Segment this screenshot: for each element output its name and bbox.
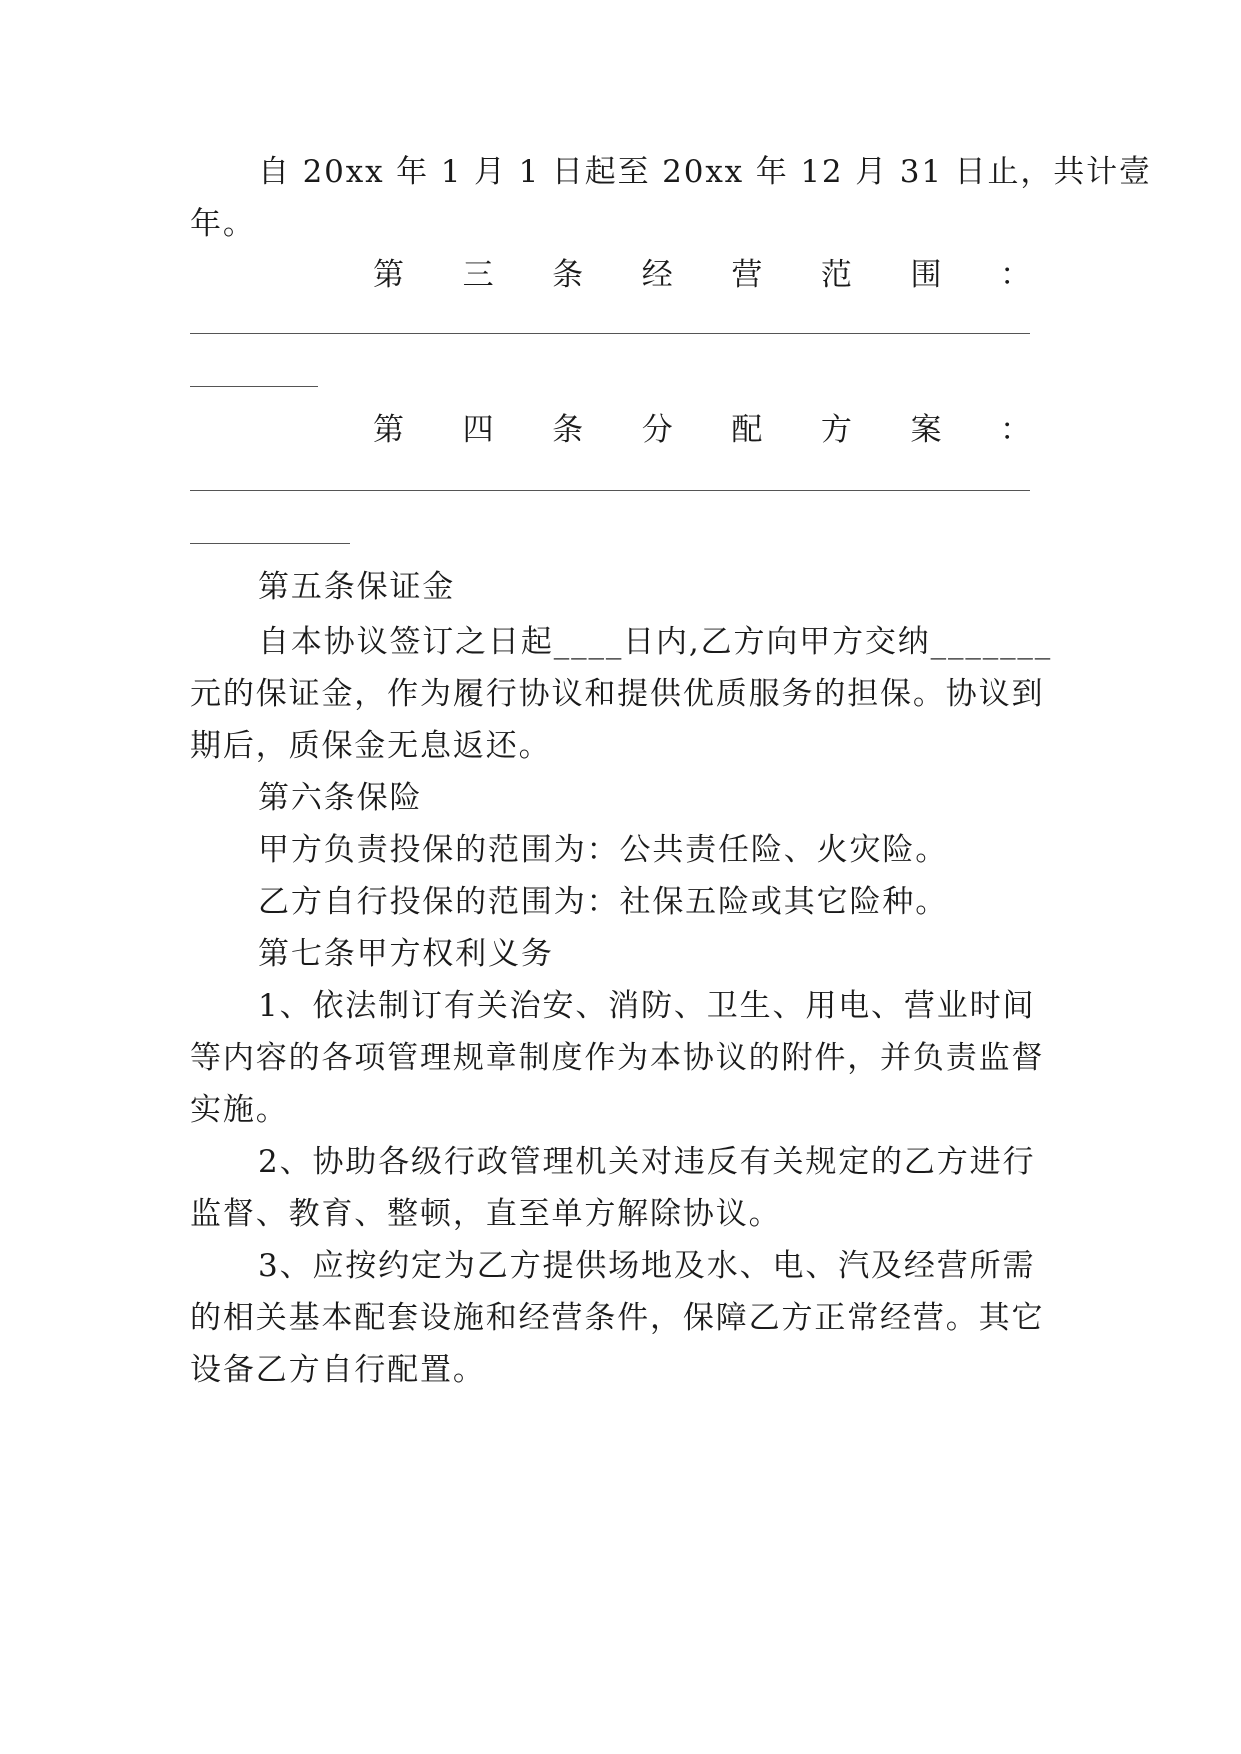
article-3-char: 第	[373, 257, 406, 293]
article-7-heading: 第七条甲方权利义务	[258, 936, 554, 972]
article-4-char: 四	[462, 412, 496, 448]
article-4-char: 分	[641, 412, 675, 448]
article-3-heading	[373, 255, 1033, 295]
item-1-line-3: 实施。	[190, 1092, 289, 1128]
item-3-line-1: 3、应按约定为乙方提供场地及水、电、汽及经营所需	[258, 1248, 1036, 1284]
article-6-heading: 第六条保险	[258, 780, 423, 816]
article-5-heading: 第五条保证金	[258, 569, 456, 605]
blank-underline	[190, 543, 350, 544]
term-paragraph-line-2: 年。	[190, 206, 256, 242]
article-5-line-1: 自本协议签订之日起____日内,乙方向甲方交纳_______	[258, 624, 1053, 660]
blank-underline	[190, 386, 318, 387]
item-3-line-3: 设备乙方自行配置。	[190, 1352, 486, 1388]
article-3-char: 营	[731, 257, 765, 293]
article-4-heading	[373, 410, 1033, 450]
article-4-char: 条	[552, 412, 586, 448]
article-3-char: 范	[820, 257, 854, 293]
blank-underline	[190, 490, 1030, 491]
article-3-char: 经	[641, 257, 675, 293]
article-3-char: 三	[462, 257, 496, 293]
article-6-line-1: 甲方负责投保的范围为：公共责任险、火灾险。	[258, 832, 949, 868]
article-4-char: ：	[1000, 412, 1033, 448]
item-3-line-2: 的相关基本配套设施和经营条件，保障乙方正常经营。其它	[190, 1300, 1045, 1336]
article-3-char: ：	[1000, 257, 1033, 293]
article-5-line-2: 元的保证金，作为履行协议和提供优质服务的担保。协议到	[190, 676, 1045, 712]
article-4-char: 配	[731, 412, 765, 448]
item-1-line-2: 等内容的各项管理规章制度作为本协议的附件，并负责监督	[190, 1040, 1045, 1076]
article-5-line-3: 期后，质保金无息返还。	[190, 728, 552, 764]
article-3-char: 围	[910, 257, 944, 293]
article-4-char: 案	[910, 412, 944, 448]
term-paragraph-line-1: 自 20xx 年 1 月 1 日起至 20xx 年 12 月 31 日止，共计壹	[258, 154, 1152, 190]
article-3-char: 条	[552, 257, 586, 293]
article-4-char: 第	[373, 412, 406, 448]
item-2-line-1: 2、协助各级行政管理机关对违反有关规定的乙方进行	[258, 1144, 1036, 1180]
article-6-line-2: 乙方自行投保的范围为：社保五险或其它险种。	[258, 884, 949, 920]
article-4-char: 方	[820, 412, 854, 448]
item-2-line-2: 监督、教育、整顿，直至单方解除协议。	[190, 1196, 782, 1232]
blank-underline	[190, 333, 1030, 334]
item-1-line-1: 1、依法制订有关治安、消防、卫生、用电、营业时间	[258, 988, 1036, 1024]
